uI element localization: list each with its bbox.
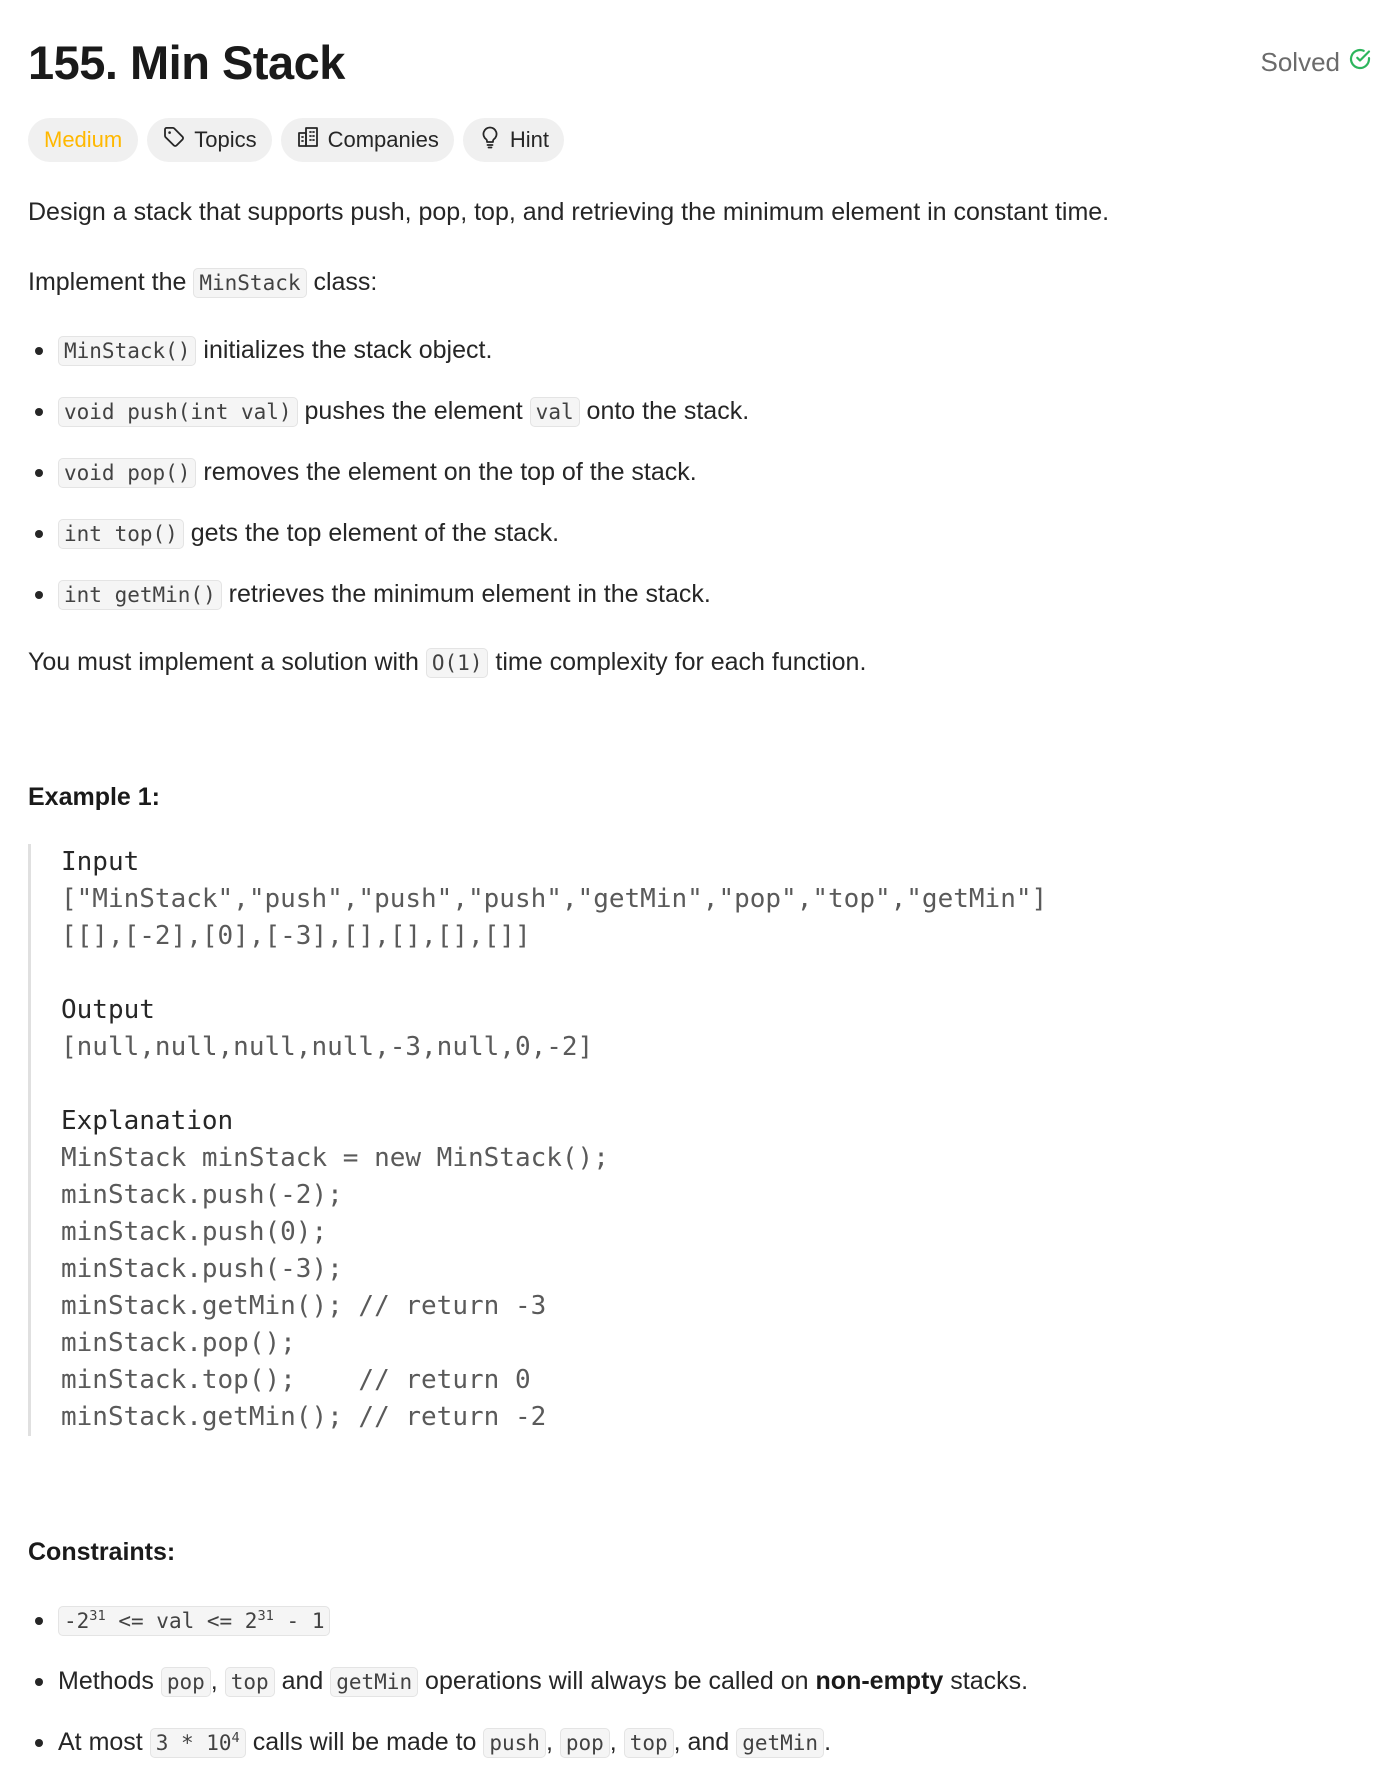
complexity-suffix: time complexity for each function. bbox=[488, 648, 867, 676]
method-code: getMin bbox=[330, 1667, 418, 1697]
tag-row bbox=[28, 118, 564, 162]
method-item bbox=[28, 517, 559, 550]
method-item bbox=[28, 334, 492, 367]
complexity-text bbox=[28, 646, 866, 679]
solved-status bbox=[1261, 47, 1373, 78]
method-description: initializes the stack object. bbox=[196, 336, 493, 364]
hint-label: Hint bbox=[509, 127, 550, 152]
complexity-code: O(1) bbox=[426, 648, 489, 678]
method-code: pop bbox=[161, 1667, 211, 1697]
implement-suffix: class: bbox=[306, 268, 378, 296]
topics-button[interactable] bbox=[147, 118, 271, 162]
hint-button[interactable] bbox=[463, 118, 564, 162]
method-code: int top() bbox=[58, 519, 184, 549]
constraint-sep: , and bbox=[673, 1728, 737, 1756]
method-code: top bbox=[624, 1728, 674, 1758]
method-code: getMin bbox=[736, 1728, 824, 1758]
method-code: pop bbox=[560, 1728, 610, 1758]
input-line: [[],[-2],[0],[-3],[],[],[],[]] bbox=[61, 921, 531, 951]
topics-label: Topics bbox=[194, 127, 257, 152]
example-block bbox=[28, 844, 1128, 1436]
method-code: void push(int val) bbox=[58, 397, 298, 427]
constraint-text: operations will always be called on bbox=[418, 1667, 816, 1695]
constraint-text: calls will be made to bbox=[245, 1728, 484, 1756]
explanation-line: minStack.push(-3); bbox=[61, 1254, 343, 1284]
tag-icon bbox=[162, 125, 186, 155]
explanation-line: minStack.top(); // return 0 bbox=[61, 1365, 531, 1395]
method-code: void pop() bbox=[58, 458, 196, 488]
method-item bbox=[28, 395, 749, 428]
difficulty-label: Medium bbox=[44, 127, 123, 152]
title-row bbox=[28, 34, 1372, 90]
param-code: val bbox=[530, 397, 580, 427]
constraint-text: Methods bbox=[58, 1667, 161, 1695]
constraint-min-exp: 31 bbox=[89, 1608, 106, 1624]
calls-limit-base: 3 * 10 bbox=[155, 1731, 232, 1755]
constraint-max-exp: 31 bbox=[257, 1608, 274, 1624]
intro-text bbox=[28, 196, 1109, 228]
companies-button[interactable] bbox=[281, 118, 454, 162]
constraint-item bbox=[28, 1665, 1028, 1698]
difficulty-badge[interactable] bbox=[28, 118, 138, 162]
method-description: removes the element on the top of the stack. bbox=[196, 458, 697, 486]
constraints-heading: Constraints: bbox=[28, 1538, 176, 1566]
solved-label: Solved bbox=[1260, 46, 1340, 77]
method-item bbox=[28, 578, 711, 611]
intro-text-content: Design a stack that supports push, pop, top, and retrieving the minimum element in constant time. bbox=[28, 198, 1110, 226]
example-spacer bbox=[61, 1066, 1128, 1103]
explanation-line: minStack.getMin(); // return -3 bbox=[61, 1291, 547, 1321]
constraint-end: - 1 bbox=[273, 1609, 325, 1633]
check-circle-icon bbox=[1348, 47, 1372, 78]
implement-prefix: Implement the bbox=[28, 268, 194, 296]
constraint-sep: and bbox=[274, 1667, 331, 1695]
method-code: top bbox=[225, 1667, 275, 1697]
example-spacer bbox=[61, 955, 1128, 992]
companies-label: Companies bbox=[327, 127, 439, 152]
method-item bbox=[28, 456, 697, 489]
constraint-emphasis: non-empty bbox=[815, 1667, 944, 1695]
lightbulb-icon bbox=[478, 125, 502, 155]
explanation-line: minStack.push(-2); bbox=[61, 1180, 343, 1210]
calls-limit-code bbox=[150, 1728, 246, 1758]
input-line: ["MinStack","push","push","push","getMin","pop","top","getMin"] bbox=[61, 884, 1048, 914]
constraint-min-base: -2 bbox=[64, 1609, 90, 1633]
method-description: gets the top element of the stack. bbox=[183, 519, 560, 547]
complexity-prefix: You must implement a solution with bbox=[28, 648, 426, 676]
building-icon bbox=[296, 125, 320, 155]
constraint-mid: <= val <= 2 bbox=[105, 1609, 258, 1633]
explanation-label: Explanation bbox=[61, 1106, 234, 1136]
class-name-code: MinStack bbox=[193, 268, 306, 298]
method-description-end: onto the stack. bbox=[579, 397, 750, 425]
constraint-text: . bbox=[824, 1728, 832, 1756]
method-description: retrieves the minimum element in the stack. bbox=[221, 580, 711, 608]
constraint-code bbox=[58, 1606, 330, 1636]
constraint-sep: , bbox=[545, 1728, 560, 1756]
method-code: int getMin() bbox=[58, 580, 222, 610]
explanation-line: minStack.getMin(); // return -2 bbox=[61, 1402, 547, 1432]
explanation-line: MinStack minStack = new MinStack(); bbox=[61, 1143, 609, 1173]
calls-limit-exp: 4 bbox=[231, 1730, 240, 1746]
implement-text bbox=[28, 266, 377, 299]
output-line: [null,null,null,null,-3,null,0,-2] bbox=[61, 1032, 594, 1062]
method-description: pushes the element bbox=[297, 397, 530, 425]
method-code: push bbox=[483, 1728, 546, 1758]
explanation-line: minStack.push(0); bbox=[61, 1217, 328, 1247]
explanation-line: minStack.pop(); bbox=[61, 1328, 296, 1358]
example-heading: Example 1: bbox=[28, 783, 161, 811]
output-label: Output bbox=[61, 995, 155, 1025]
constraint-sep: , bbox=[609, 1728, 624, 1756]
constraint-text: At most bbox=[58, 1728, 150, 1756]
problem-title: 155. Min Stack bbox=[28, 35, 345, 89]
method-code: MinStack() bbox=[58, 336, 196, 366]
constraint-text: stacks. bbox=[943, 1667, 1029, 1695]
constraint-item bbox=[28, 1604, 330, 1637]
constraint-sep: , bbox=[210, 1667, 225, 1695]
constraint-item bbox=[28, 1726, 831, 1759]
input-label: Input bbox=[61, 847, 140, 877]
